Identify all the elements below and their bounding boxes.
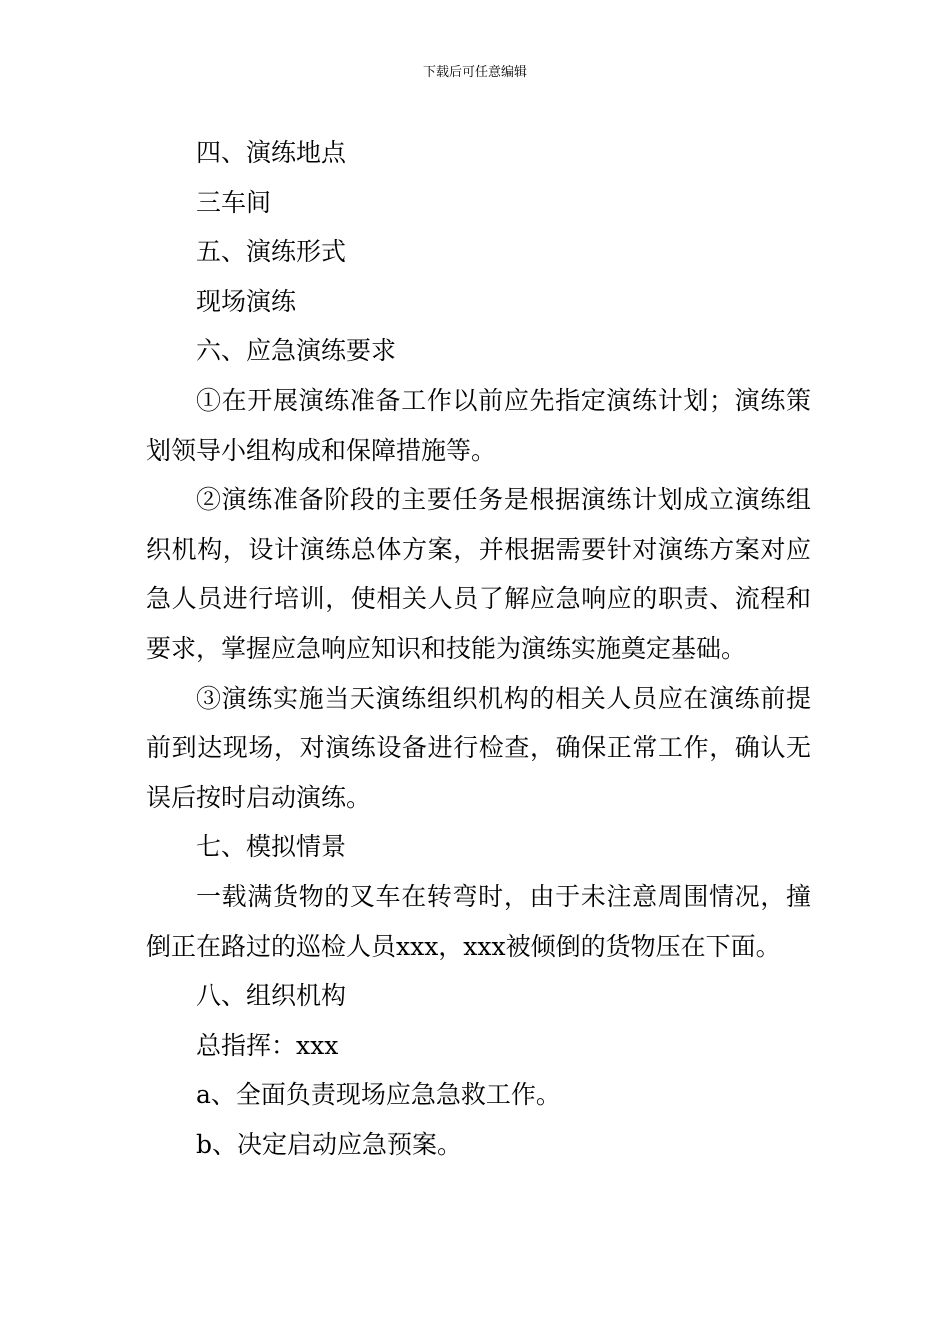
- paragraph-format: 现场演练: [196, 286, 297, 316]
- section-heading-requirements: 六、应急演练要求: [196, 336, 397, 366]
- paragraph-requirement-2: ②演练准备阶段的主要任务是根据演练计划成立演练组织机构，设计演练总体方案，并根据需要针对演练方案对应急人员进行培训，使相关人员了解应急响应的职责、流程和要求，掌握应急响应知识和技能为演练实施奠定基础。: [146, 485, 811, 663]
- paragraph-commander: 总指挥：xxx: [196, 1030, 339, 1060]
- paragraph-duty-a: a、全面负责现场应急急救工作。: [196, 1080, 561, 1110]
- document-body: [146, 128, 811, 1169]
- page-header: 下载后可任意编辑: [422, 65, 527, 80]
- section-heading-format: 五、演练形式: [196, 237, 347, 267]
- paragraph-scenario: 一载满货物的叉车在转弯时，由于未注意周围情况，撞倒正在路过的巡检人员xxx，xxx被倾倒的货物压在下面。: [146, 881, 811, 961]
- section-heading-location: 四、演练地点: [196, 138, 347, 167]
- paragraph-location: 三车间: [196, 187, 272, 217]
- section-heading-scenario: 七、模拟情景: [196, 832, 347, 862]
- section-heading-organization: 八、组织机构: [196, 981, 347, 1011]
- paragraph-requirement-1: ①在开展演练准备工作以前应先指定演练计划；演练策划领导小组构成和保障措施等。: [146, 385, 811, 465]
- paragraph-requirement-3: ③演练实施当天演练组织机构的相关人员应在演练前提前到达现场，对演练设备进行检查，确保正常工作，确认无误后按时启动演练。: [146, 683, 811, 812]
- paragraph-duty-b: b、决定启动应急预案。: [196, 1129, 463, 1159]
